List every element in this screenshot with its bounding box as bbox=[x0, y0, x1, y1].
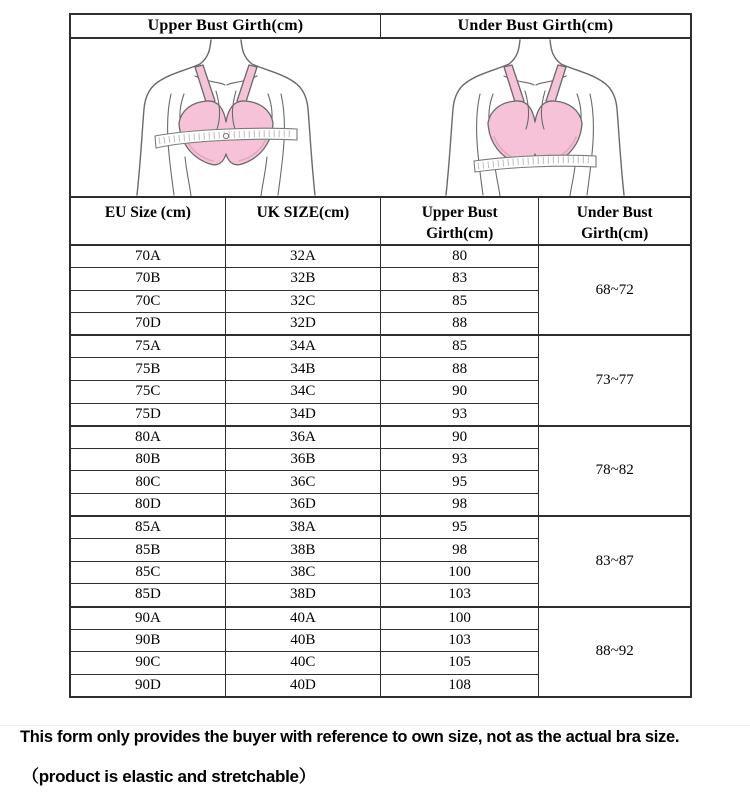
under-bust-range-cell: 73~77 bbox=[539, 335, 691, 425]
column-header-line2: Girth(cm) bbox=[581, 225, 649, 242]
eu-size-cell: 90C bbox=[70, 652, 225, 675]
top-header-row bbox=[70, 14, 691, 38]
under-bust-range-cell: 88~92 bbox=[539, 607, 691, 697]
uk-size-cell: 32B bbox=[225, 268, 380, 291]
under-bust-range-cell: 83~87 bbox=[539, 516, 691, 606]
illustration-wrap bbox=[71, 39, 690, 196]
uk-size-cell: 36A bbox=[225, 426, 380, 449]
column-header-row bbox=[70, 197, 691, 245]
column-header-line1: Upper Bust bbox=[421, 204, 498, 221]
upper-bust-value-cell: 100 bbox=[381, 607, 539, 630]
column-header-line1: Under Bust bbox=[576, 204, 653, 221]
eu-size-cell: 75D bbox=[70, 403, 225, 426]
column-header-line1: UK SIZE(cm) bbox=[256, 204, 350, 221]
eu-size-cell: 70C bbox=[70, 290, 225, 313]
eu-size-cell: 85A bbox=[70, 516, 225, 539]
upper-bust-column-header bbox=[381, 197, 539, 245]
eu-size-cell: 90D bbox=[70, 674, 225, 697]
uk-size-cell: 38D bbox=[225, 584, 380, 607]
upper-bust-value-cell: 98 bbox=[381, 494, 539, 517]
eu-size-cell: 90A bbox=[70, 607, 225, 630]
upper-bust-value-cell: 88 bbox=[381, 358, 539, 381]
uk-size-cell: 34D bbox=[225, 403, 380, 426]
upper-bust-value-cell: 85 bbox=[381, 335, 539, 358]
upper-bust-value-cell: 103 bbox=[381, 629, 539, 652]
eu-size-cell: 75B bbox=[70, 358, 225, 381]
under-bust-column-header bbox=[539, 197, 691, 245]
uk-size-cell: 40B bbox=[225, 629, 380, 652]
table-row bbox=[70, 607, 691, 630]
eu-size-cell: 70D bbox=[70, 313, 225, 336]
table-row bbox=[70, 335, 691, 358]
eu-size-cell: 75C bbox=[70, 381, 225, 404]
illustration-cell bbox=[70, 38, 691, 197]
eu-size-cell: 85C bbox=[70, 561, 225, 584]
uk-size-cell: 38C bbox=[225, 561, 380, 584]
eu-size-cell: 80D bbox=[70, 494, 225, 517]
table-row bbox=[70, 426, 691, 449]
footer-divider-line bbox=[0, 725, 750, 726]
upper-bust-value-cell: 90 bbox=[381, 426, 539, 449]
upper-bust-figure-drawing bbox=[111, 39, 341, 196]
under-bust-girth-header: Under Bust Girth(cm) bbox=[381, 14, 692, 38]
uk-size-cell: 32D bbox=[225, 313, 380, 336]
illustration-row bbox=[70, 38, 691, 197]
eu-size-cell: 85D bbox=[70, 584, 225, 607]
column-header-line1: EU Size (cm) bbox=[104, 204, 191, 221]
upper-bust-value-cell: 103 bbox=[381, 584, 539, 607]
upper-bust-value-cell: 95 bbox=[381, 516, 539, 539]
upper-bust-girth-header: Upper Bust Girth(cm) bbox=[70, 14, 381, 38]
table-row bbox=[70, 245, 691, 268]
size-rows bbox=[70, 245, 691, 697]
uk-size-cell: 36B bbox=[225, 448, 380, 471]
uk-size-cell: 32C bbox=[225, 290, 380, 313]
eu-size-cell: 70A bbox=[70, 245, 225, 268]
uk-size-cell: 40D bbox=[225, 674, 380, 697]
column-header-line2: Girth(cm) bbox=[426, 225, 494, 242]
upper-bust-value-cell: 95 bbox=[381, 471, 539, 494]
under-bust-figure-drawing bbox=[420, 39, 650, 196]
elastic-note: （product is elastic and stretchable） bbox=[22, 767, 316, 786]
table-row bbox=[70, 516, 691, 539]
upper-bust-value-cell: 80 bbox=[381, 245, 539, 268]
uk-size-column-header bbox=[225, 197, 380, 245]
eu-size-cell: 75A bbox=[70, 335, 225, 358]
uk-size-cell: 38B bbox=[225, 539, 380, 562]
bra-size-chart-table bbox=[69, 13, 692, 698]
uk-size-cell: 36C bbox=[225, 471, 380, 494]
uk-size-cell: 38A bbox=[225, 516, 380, 539]
uk-size-cell: 34B bbox=[225, 358, 380, 381]
reference-note: This form only provides the buyer with reference to own size, not as the actual bra size. bbox=[20, 728, 680, 746]
upper-bust-illustration bbox=[71, 39, 381, 196]
eu-size-cell: 70B bbox=[70, 268, 225, 291]
under-bust-illustration bbox=[381, 39, 691, 196]
upper-bust-value-cell: 93 bbox=[381, 403, 539, 426]
uk-size-cell: 40C bbox=[225, 652, 380, 675]
uk-size-cell: 34C bbox=[225, 381, 380, 404]
uk-size-cell: 36D bbox=[225, 494, 380, 517]
uk-size-cell: 34A bbox=[225, 335, 380, 358]
upper-bust-value-cell: 98 bbox=[381, 539, 539, 562]
eu-size-cell: 80C bbox=[70, 471, 225, 494]
eu-size-cell: 85B bbox=[70, 539, 225, 562]
upper-bust-value-cell: 93 bbox=[381, 448, 539, 471]
upper-bust-value-cell: 108 bbox=[381, 674, 539, 697]
upper-bust-value-cell: 100 bbox=[381, 561, 539, 584]
upper-bust-value-cell: 83 bbox=[381, 268, 539, 291]
upper-bust-value-cell: 88 bbox=[381, 313, 539, 336]
eu-size-cell: 80B bbox=[70, 448, 225, 471]
uk-size-cell: 32A bbox=[225, 245, 380, 268]
upper-bust-value-cell: 90 bbox=[381, 381, 539, 404]
upper-bust-value-cell: 85 bbox=[381, 290, 539, 313]
under-bust-range-cell: 68~72 bbox=[539, 245, 691, 335]
eu-size-cell: 90B bbox=[70, 629, 225, 652]
uk-size-cell: 40A bbox=[225, 607, 380, 630]
upper-bust-value-cell: 105 bbox=[381, 652, 539, 675]
under-bust-range-cell: 78~82 bbox=[539, 426, 691, 516]
eu-size-column-header bbox=[70, 197, 225, 245]
eu-size-cell: 80A bbox=[70, 426, 225, 449]
